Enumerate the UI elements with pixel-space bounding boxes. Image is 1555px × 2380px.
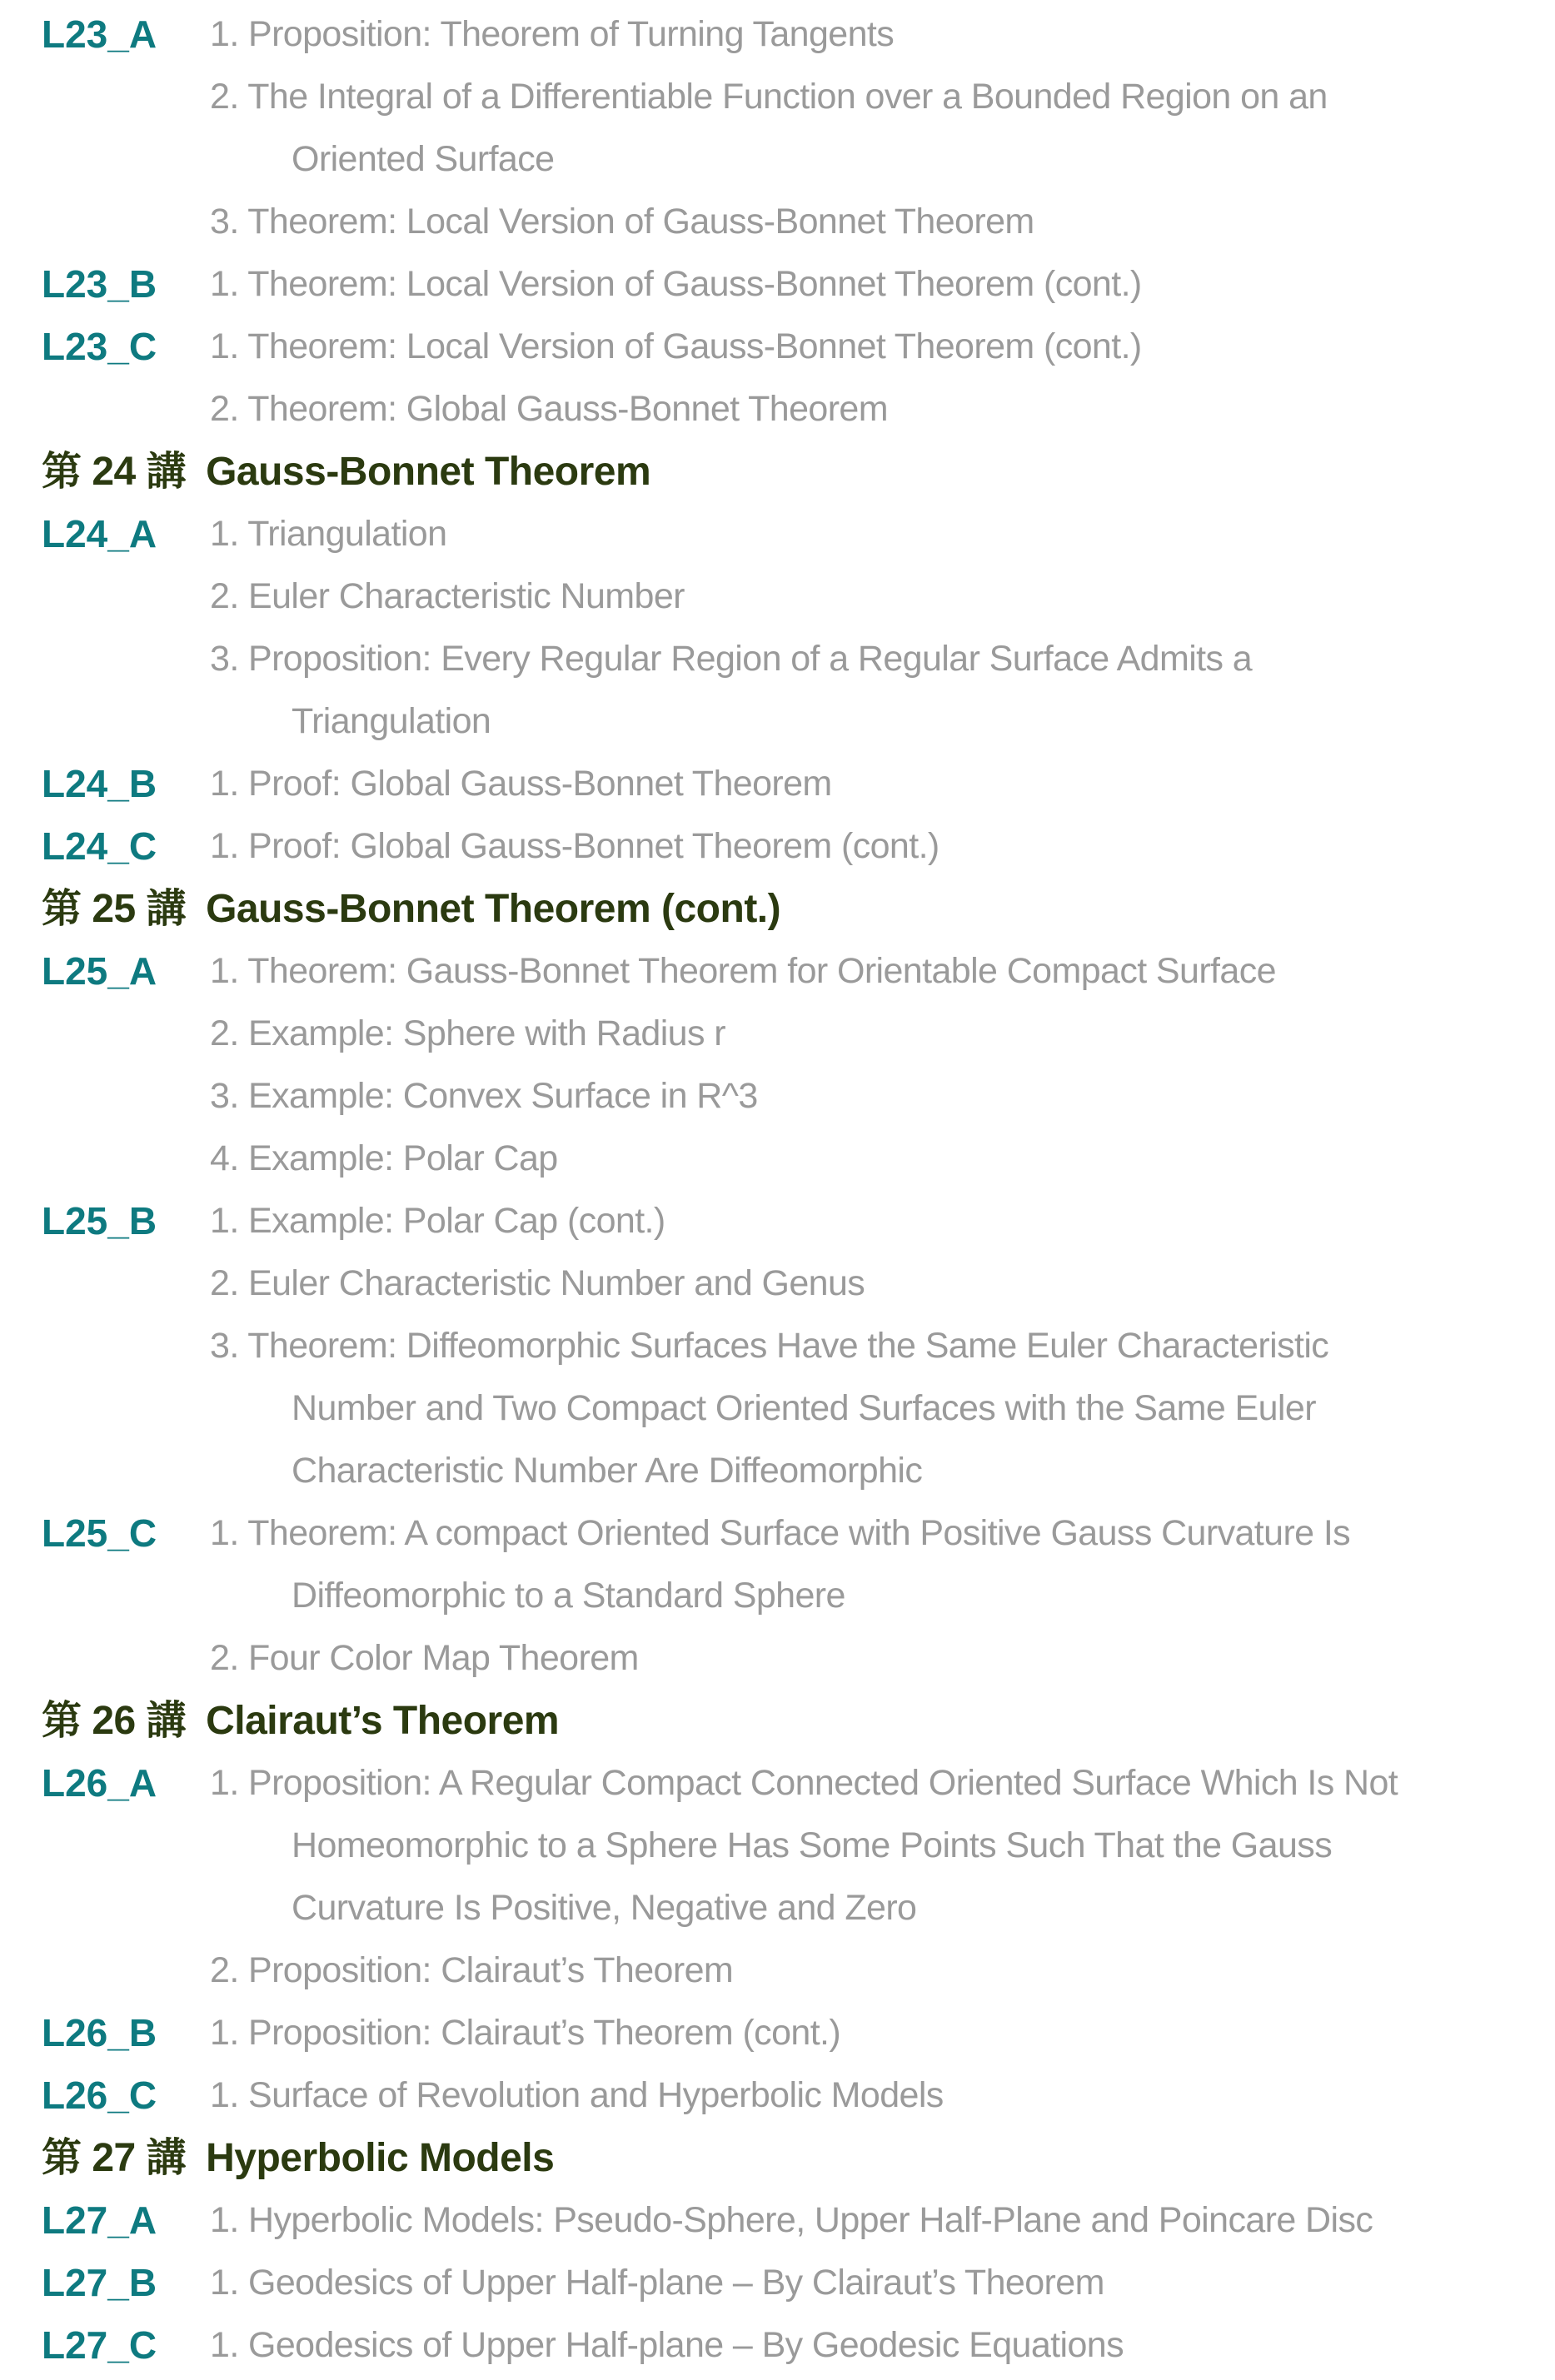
lecture-items bbox=[210, 2252, 1555, 2314]
item-line: 2. Euler Characteristic Number and Genus bbox=[210, 1263, 865, 1303]
item-line: 1. Proof: Global Gauss-Bonnet Theorem (cont.) bbox=[210, 826, 939, 866]
lecture-code: L26_C bbox=[42, 2074, 157, 2117]
lecture-code: L25_A bbox=[42, 949, 157, 993]
section-lecture-number: 第 25 講 bbox=[42, 887, 187, 931]
item-line: 3. Theorem: Diffeomorphic Surfaces Have the Same Euler Characteristic bbox=[210, 1326, 1329, 1366]
section-header bbox=[42, 1690, 1555, 1752]
item-line: 1. Proposition: A Regular Compact Connected Oriented Surface Which Is Not bbox=[210, 1763, 1398, 1803]
item-line: 2. Four Color Map Theorem bbox=[210, 1638, 639, 1678]
item-continuation-line: Oriented Surface bbox=[292, 139, 555, 179]
item-continuation-line: Curvature Is Positive, Negative and Zero bbox=[292, 1888, 917, 1928]
lecture-items bbox=[210, 253, 1555, 316]
item-line: 2. Proposition: Clairaut’s Theorem bbox=[210, 1950, 734, 1990]
lecture-code: L25_C bbox=[42, 1511, 157, 1555]
lecture-items bbox=[210, 940, 1555, 1190]
lecture-entry bbox=[42, 940, 1555, 1190]
lecture-items bbox=[210, 815, 1555, 878]
item-line: 1. Geodesics of Upper Half-plane – By Geodesic Equations bbox=[210, 2325, 1124, 2365]
lecture-items bbox=[210, 753, 1555, 815]
item-line: 1. Geodesics of Upper Half-plane – By Clairaut’s Theorem bbox=[210, 2263, 1104, 2303]
lecture-items bbox=[210, 2314, 1555, 2377]
section-header bbox=[42, 441, 1555, 503]
lecture-items bbox=[210, 2002, 1555, 2064]
item-line: 3. Example: Convex Surface in R^3 bbox=[210, 1076, 758, 1116]
item-continuation-line: Triangulation bbox=[292, 701, 491, 741]
lecture-entry bbox=[42, 815, 1555, 878]
lecture-code: L23_C bbox=[42, 325, 157, 368]
lecture-items bbox=[210, 2189, 1555, 2252]
lecture-code: L25_B bbox=[42, 1199, 157, 1242]
item-line: 1. Theorem: Local Version of Gauss-Bonnet Theorem (cont.) bbox=[210, 264, 1142, 304]
item-line: 2. Example: Sphere with Radius r bbox=[210, 1013, 725, 1053]
lecture-entry bbox=[42, 2252, 1555, 2314]
item-continuation-line: Homeomorphic to a Sphere Has Some Points Such That the Gauss bbox=[292, 1825, 1333, 1865]
item-line: 2. The Integral of a Differentiable Function over a Bounded Region on an bbox=[210, 77, 1328, 117]
item-line: 1. Triangulation bbox=[210, 514, 447, 554]
item-line: 1. Theorem: Gauss-Bonnet Theorem for Orientable Compact Surface bbox=[210, 951, 1276, 991]
item-line: 1. Example: Polar Cap (cont.) bbox=[210, 1201, 665, 1241]
item-line: 2. Euler Characteristic Number bbox=[210, 576, 685, 616]
lecture-items bbox=[210, 1502, 1555, 1690]
lecture-entry bbox=[42, 3, 1555, 253]
section-title: Hyperbolic Models bbox=[206, 2136, 555, 2180]
lecture-code: L24_A bbox=[42, 512, 157, 555]
lecture-entry bbox=[42, 316, 1555, 441]
lecture-code: L26_B bbox=[42, 2011, 157, 2054]
item-line: 1. Theorem: Local Version of Gauss-Bonnet Theorem (cont.) bbox=[210, 326, 1142, 366]
lecture-code: L23_A bbox=[42, 12, 157, 56]
lecture-items bbox=[210, 1752, 1555, 2002]
lecture-code: L27_C bbox=[42, 2323, 157, 2367]
lecture-entry bbox=[42, 253, 1555, 316]
lecture-entry bbox=[42, 2314, 1555, 2377]
lecture-entry bbox=[42, 503, 1555, 753]
section-header bbox=[42, 2127, 1555, 2189]
lecture-entry bbox=[42, 753, 1555, 815]
section-title: Gauss-Bonnet Theorem bbox=[206, 450, 651, 494]
item-continuation-line: Characteristic Number Are Diffeomorphic bbox=[292, 1451, 923, 1491]
item-line: 1. Proposition: Theorem of Turning Tangents bbox=[210, 14, 895, 54]
lecture-code: L23_B bbox=[42, 262, 157, 306]
section-title: Gauss-Bonnet Theorem (cont.) bbox=[206, 887, 781, 931]
item-line: 1. Proof: Global Gauss-Bonnet Theorem bbox=[210, 764, 832, 804]
item-continuation-line: Diffeomorphic to a Standard Sphere bbox=[292, 1576, 845, 1616]
item-line: 2. Theorem: Global Gauss-Bonnet Theorem bbox=[210, 389, 888, 429]
lecture-entry bbox=[42, 2064, 1555, 2127]
lecture-items bbox=[210, 316, 1555, 441]
lecture-items bbox=[210, 3, 1555, 253]
section-title: Clairaut’s Theorem bbox=[206, 1699, 560, 1743]
lecture-items bbox=[210, 2064, 1555, 2127]
item-line: 1. Hyperbolic Models: Pseudo-Sphere, Upper Half-Plane and Poincare Disc bbox=[210, 2200, 1373, 2240]
item-line: 1. Surface of Revolution and Hyperbolic Models bbox=[210, 2075, 944, 2115]
item-line: 3. Theorem: Local Version of Gauss-Bonnet Theorem bbox=[210, 202, 1034, 241]
lecture-entry bbox=[42, 1752, 1555, 2002]
lecture-code: L24_C bbox=[42, 824, 157, 868]
lecture-entry bbox=[42, 2002, 1555, 2064]
lecture-code: L26_A bbox=[42, 1761, 157, 1805]
lecture-code: L27_A bbox=[42, 2198, 157, 2242]
lecture-entry bbox=[42, 1190, 1555, 1502]
lecture-items bbox=[210, 503, 1555, 753]
lecture-entry bbox=[42, 1502, 1555, 1690]
section-lecture-number: 第 24 講 bbox=[42, 450, 187, 494]
lecture-code: L27_B bbox=[42, 2261, 157, 2304]
lecture-code: L24_B bbox=[42, 762, 157, 805]
section-lecture-number: 第 26 講 bbox=[42, 1699, 187, 1743]
lecture-items bbox=[210, 1190, 1555, 1502]
lecture-entry bbox=[42, 2189, 1555, 2252]
item-line: 1. Theorem: A compact Oriented Surface with Positive Gauss Curvature Is bbox=[210, 1513, 1351, 1553]
item-line: 1. Proposition: Clairaut’s Theorem (cont.) bbox=[210, 2013, 841, 2053]
section-header bbox=[42, 878, 1555, 940]
item-continuation-line: Number and Two Compact Oriented Surfaces with the Same Euler bbox=[292, 1388, 1316, 1428]
item-line: 3. Proposition: Every Regular Region of a Regular Surface Admits a bbox=[210, 639, 1253, 679]
item-line: 4. Example: Polar Cap bbox=[210, 1138, 558, 1178]
section-lecture-number: 第 27 講 bbox=[42, 2136, 187, 2180]
